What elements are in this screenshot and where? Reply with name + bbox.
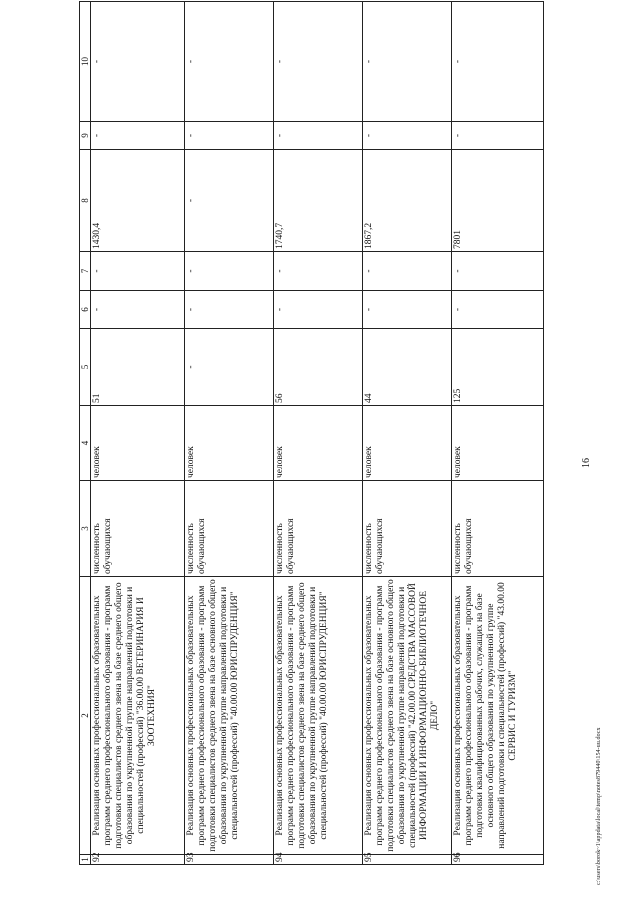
- value-cell: -: [452, 2, 544, 122]
- value-cell: -: [185, 150, 274, 252]
- indicator-name: численность обучающихся: [452, 481, 544, 577]
- value-cell: 1740,7: [274, 150, 363, 252]
- value-cell: -: [274, 252, 363, 291]
- value-cell: -: [363, 291, 452, 329]
- value-cell: -: [185, 329, 274, 406]
- page-number: 16: [581, 458, 592, 468]
- header-cell: 8: [80, 150, 91, 252]
- value-cell: -: [91, 291, 185, 329]
- table-row: [91, 2, 185, 865]
- value-cell: -: [363, 2, 452, 122]
- value-cell: 1867,2: [363, 150, 452, 252]
- value-cell: -: [185, 2, 274, 122]
- unit-of-measure: человек: [91, 406, 185, 481]
- value-cell: -: [452, 291, 544, 329]
- unit-of-measure: человек: [363, 406, 452, 481]
- value-cell: -: [274, 291, 363, 329]
- service-description: Реализация основных профессиональных образовательных программ среднего профессионального образования - программ подготовки специалистов среднего звена на базе среднего общего образования по укрупненной группе направлений подготовки и специальностей (профессий) "36.00.00 ВЕТЕРИНАРИЯ И ЗООТЕХНИЯ": [91, 577, 185, 855]
- unit-of-measure: человек: [452, 406, 544, 481]
- table-row: [185, 2, 274, 865]
- value-cell: -: [185, 291, 274, 329]
- value-cell: -: [363, 252, 452, 291]
- row-number: 96: [452, 855, 544, 865]
- table-row: [363, 2, 452, 865]
- unit-of-measure: человек: [185, 406, 274, 481]
- value-cell: -: [452, 122, 544, 150]
- row-number: 92: [91, 855, 185, 865]
- service-description: Реализация основных профессиональных образовательных программ среднего профессионального образования - программ подготовки специалистов среднего звена на базе основного общего образования по укрупненной группе направлений подготовки и специальностей (профессий) "40.00.00 ЮРИСПРУДЕНЦИЯ": [185, 577, 274, 855]
- indicator-name: численность обучающихся: [363, 481, 452, 577]
- header-cell: 9: [80, 122, 91, 150]
- value-cell: -: [91, 2, 185, 122]
- services-table: [79, 1, 544, 865]
- header-cell: 4: [80, 406, 91, 481]
- header-cell: 6: [80, 291, 91, 329]
- indicator-name: численность обучающихся: [91, 481, 185, 577]
- value-cell: -: [363, 122, 452, 150]
- header-cell: 10: [80, 2, 91, 122]
- row-number: 95: [363, 855, 452, 865]
- value-cell: -: [91, 122, 185, 150]
- header-cell: 1: [80, 855, 91, 865]
- value-cell: -: [274, 2, 363, 122]
- table-row: [452, 2, 544, 865]
- value-cell: 125: [452, 329, 544, 406]
- value-cell: -: [274, 122, 363, 150]
- value-cell: -: [452, 252, 544, 291]
- value-cell: -: [91, 252, 185, 291]
- value-cell: 51: [91, 329, 185, 406]
- row-number: 94: [274, 855, 363, 865]
- value-cell: -: [185, 252, 274, 291]
- header-cell: 7: [80, 252, 91, 291]
- service-description: Реализация основных профессиональных образовательных программ среднего профессионального образования - программ подготовки специалистов среднего звена на базе среднего общего образования по укрупненной группе направлений подготовки и специальностей (профессий) "40.00.00 ЮРИСПРУДЕНЦИЯ": [274, 577, 363, 855]
- header-cell: 3: [80, 481, 91, 577]
- value-cell: 1430,4: [91, 150, 185, 252]
- header-cell: 2: [80, 577, 91, 855]
- row-number: 93: [185, 855, 274, 865]
- value-cell: 44: [363, 329, 452, 406]
- header-row: [80, 2, 91, 865]
- service-description: Реализация основных профессиональных образовательных программ среднего профессионального образования - программ подготовки квалифицированных рабочих, служащих на базе основного общего образования по укрупненной группе направлений подготовки и специальностей (профессий) "43.00.00 СЕРВИС И ТУРИЗМ": [452, 577, 544, 855]
- value-cell: 56: [274, 329, 363, 406]
- footer-file-path: c:\users\borok~1\appdata\local\temp\notes879440\154-uu.docx: [596, 727, 602, 885]
- header-cell: 5: [80, 329, 91, 406]
- unit-of-measure: человек: [274, 406, 363, 481]
- indicator-name: численность обучающихся: [185, 481, 274, 577]
- value-cell: -: [185, 122, 274, 150]
- service-description: Реализация основных профессиональных образовательных программ среднего профессионального образования - программ подготовки специалистов среднего звена на базе основного общего образования по укрупненной группе направлений подготовки и специальностей (профессий) "42.00.00 СРЕДСТВА МАССОВОЙ ИНФОРМАЦИИ И ИНФОРМАЦИОННО-БИБЛИОТЕЧНОЕ ДЕЛО": [363, 577, 452, 855]
- indicator-name: численность обучающихся: [274, 481, 363, 577]
- table-row: [274, 2, 363, 865]
- value-cell: 7801: [452, 150, 544, 252]
